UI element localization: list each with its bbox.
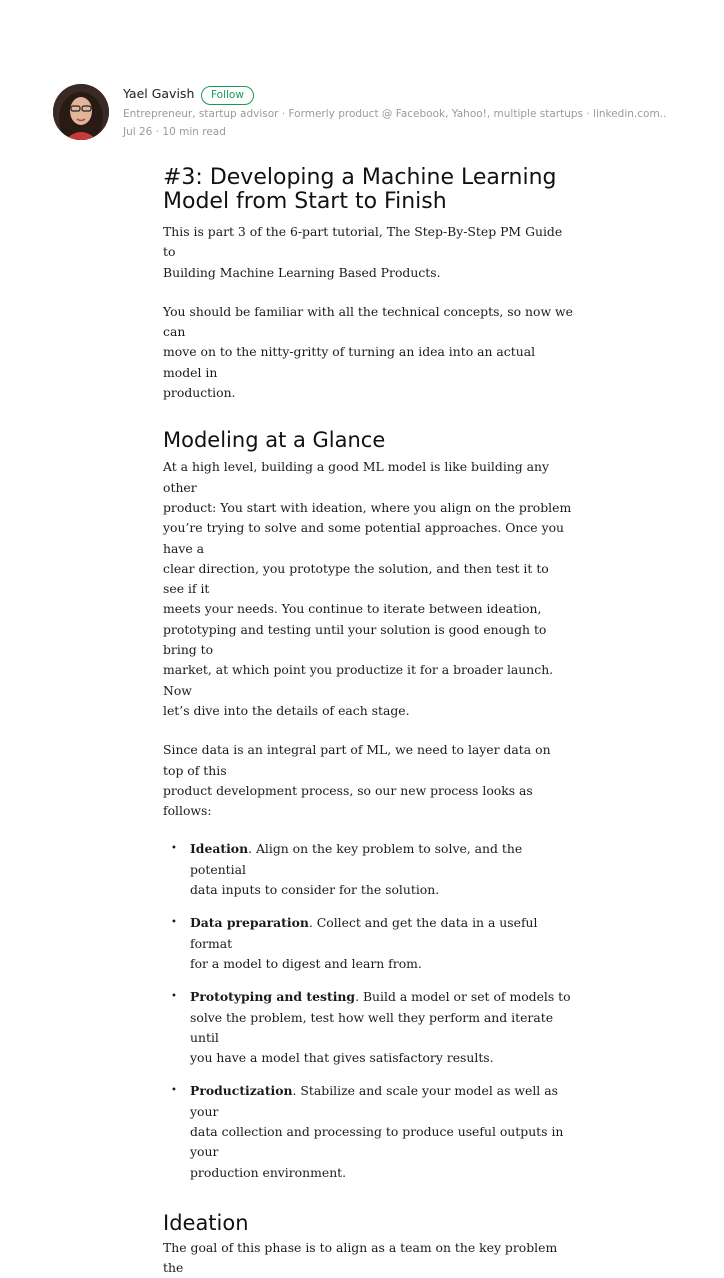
section-heading-modeling: Modeling at a Glance	[163, 428, 386, 453]
article-title: #3: Developing a Machine Learning Model from Start to Finish	[163, 165, 557, 214]
intro-paragraph: This is part 3 of the 6-part tutorial, The Step-By-Step PM Guide to Building Machine Learning Based Products.	[163, 224, 563, 280]
meta-separator: ·	[152, 126, 163, 138]
paragraph-concepts: You should be familiar with all the technical concepts, so now we can move on to the nitty-gritty of turning an idea into an actual model in production.	[163, 303, 573, 401]
list-item-prototyping: • Prototyping and testing. Build a model or set of models to solve the problem, test how well they perform and iterate until you have a model that gives satisfactory results.	[163, 987, 573, 1068]
post-meta	[123, 126, 226, 138]
list-item-productization: • Productization. Stabilize and scale your model as well as your data collection and processing to produce useful outputs in your production environment.	[163, 1081, 573, 1182]
process-list	[163, 839, 573, 1182]
article-header	[53, 84, 713, 144]
section-heading-ideation: Ideation	[163, 1210, 249, 1235]
list-item-ideation: • Ideation. Align on the key problem to solve, and the potential data inputs to consider for the solution.	[163, 839, 573, 900]
read-time: 10 min read	[162, 126, 226, 138]
post-date: Jul 26	[123, 126, 153, 138]
author-bio: Entrepreneur, startup advisor · Formerly product @ Facebook, Yahoo!, multiple startups · linkedin.com..	[123, 108, 667, 120]
author-photo-icon	[53, 84, 109, 140]
article-body	[163, 166, 573, 1278]
author-name[interactable]: Yael Gavish	[123, 86, 195, 101]
paragraph-overview: At a high level, building a good ML model is like building any other product: You start with ideation, where you align on the problem you’re trying to solve and some potential approaches. Once you have a clear direction, you prototype the solution, and then test it to see if it meets your needs. You continue to iterate between ideation, prototyping and testing until your solution is good enough to bring to market, at which point you productize it for a broader launch. Now let’s dive into the details of each stage.	[163, 459, 572, 718]
author-avatar[interactable]	[53, 84, 109, 140]
follow-button[interactable]: Follow	[201, 86, 254, 105]
paragraph-ideation: The goal of this phase is to align as a team on the key problem the	[163, 1239, 558, 1276]
paragraph-data-layer: Since data is an integral part of ML, we need to layer data on top of this product development process, so our new process looks as follows:	[163, 742, 551, 819]
list-item-data-preparation: • Data preparation. Collect and get the data in a useful format for a model to digest and learn from.	[163, 913, 573, 974]
